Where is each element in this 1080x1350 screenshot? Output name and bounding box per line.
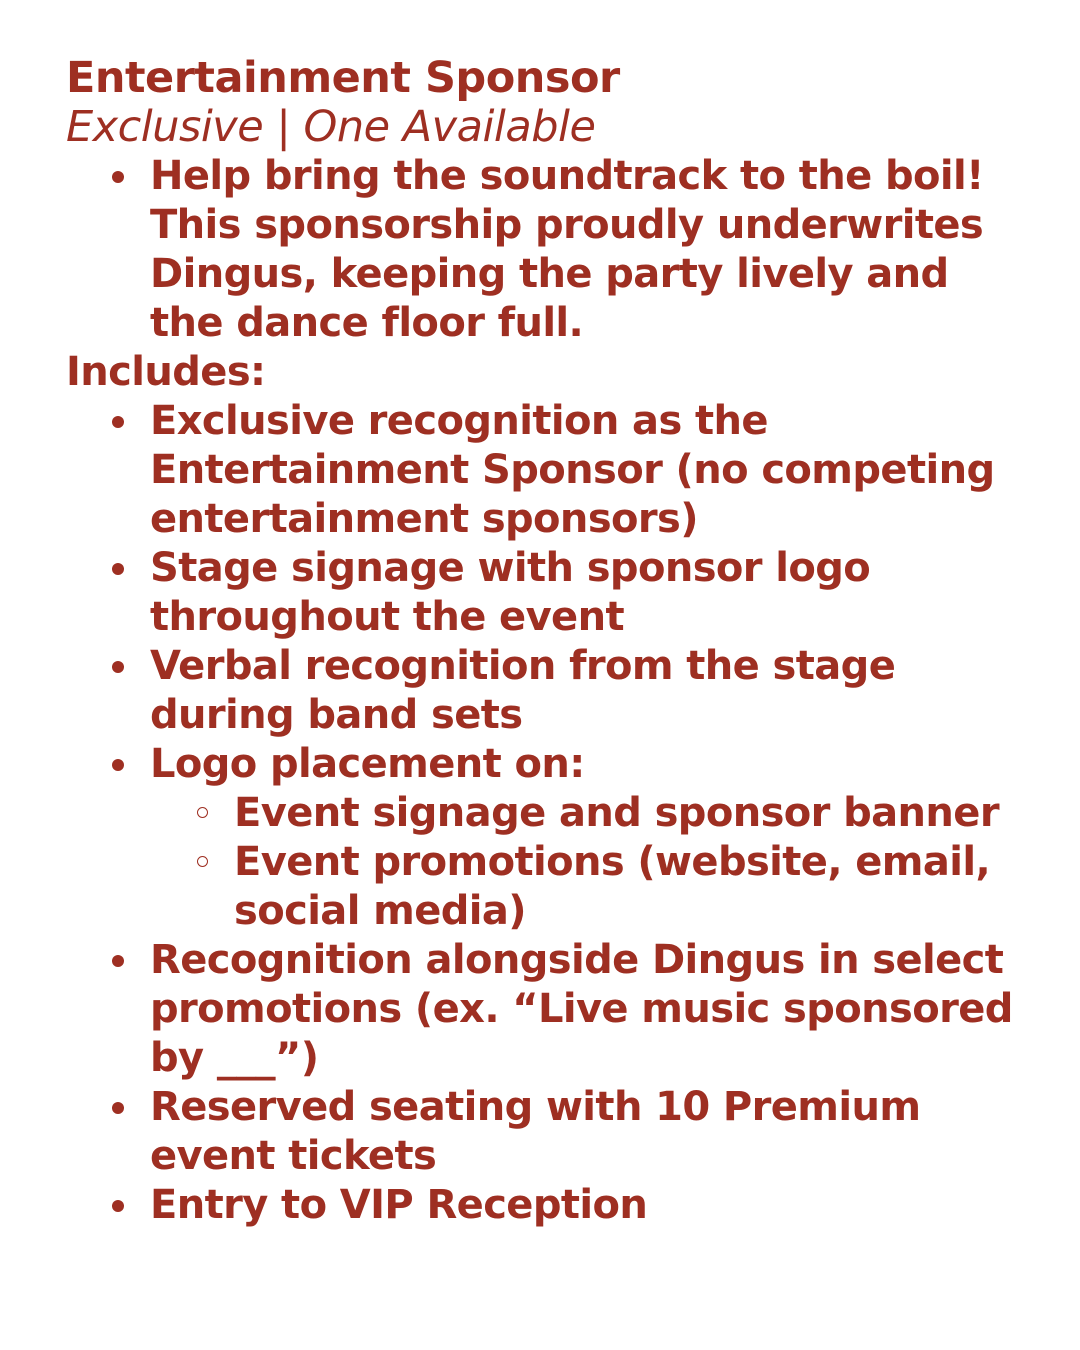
- includes-item-text: Recognition alongside Dingus in select promotions (ex. “Live music sponsored by ___”): [150, 937, 1013, 1081]
- sublist-item-text: Event signage and sponsor banner: [234, 790, 999, 836]
- includes-item-text: Verbal recognition from the stage during band sets: [150, 643, 896, 738]
- includes-list-item: [66, 740, 1026, 936]
- bullet-circle-icon: [197, 807, 208, 818]
- tier-title: Entertainment Sponsor: [66, 53, 620, 103]
- includes-list-item: [66, 1181, 1026, 1230]
- includes-list-item: [66, 1083, 1026, 1181]
- includes-list-item: [66, 544, 1026, 642]
- bullet-dot-icon: [112, 563, 124, 575]
- includes-list: [66, 397, 1026, 1230]
- bullet-dot-icon: [112, 661, 124, 673]
- logo-placement-sublist: [150, 789, 1026, 936]
- sponsor-tier-card: [66, 54, 1026, 1230]
- intro-list-item: [66, 152, 1026, 348]
- includes-heading: Includes:: [66, 349, 266, 395]
- includes-item-text: Stage signage with sponsor logo throughout the event: [150, 545, 871, 640]
- intro-text: Help bring the soundtrack to the boil! This sponsorship proudly underwrites Dingus, keeping the party lively and the dance floor full.: [150, 153, 984, 346]
- includes-list-item: [66, 642, 1026, 740]
- includes-item-text: Logo placement on:: [150, 741, 585, 787]
- includes-list-item: [66, 397, 1026, 544]
- includes-item-text: Reserved seating with 10 Premium event tickets: [150, 1084, 921, 1179]
- bullet-dot-icon: [112, 416, 124, 428]
- intro-list: [66, 152, 1026, 348]
- bullet-dot-icon: [112, 1102, 124, 1114]
- bullet-circle-icon: [197, 856, 208, 867]
- includes-item-text: Exclusive recognition as the Entertainment Sponsor (no competing entertainment sponsors): [150, 398, 995, 542]
- sublist-item: [150, 789, 1026, 838]
- includes-item-text: Entry to VIP Reception: [150, 1182, 648, 1228]
- sublist-item-text: Event promotions (website, email, social media): [234, 839, 991, 934]
- bullet-dot-icon: [112, 759, 124, 771]
- includes-list-item: [66, 936, 1026, 1083]
- bullet-dot-icon: [112, 955, 124, 967]
- sublist-item: [150, 838, 1026, 936]
- bullet-dot-icon: [112, 171, 124, 183]
- bullet-dot-icon: [112, 1200, 124, 1212]
- tier-subtitle: Exclusive | One Available: [66, 102, 596, 152]
